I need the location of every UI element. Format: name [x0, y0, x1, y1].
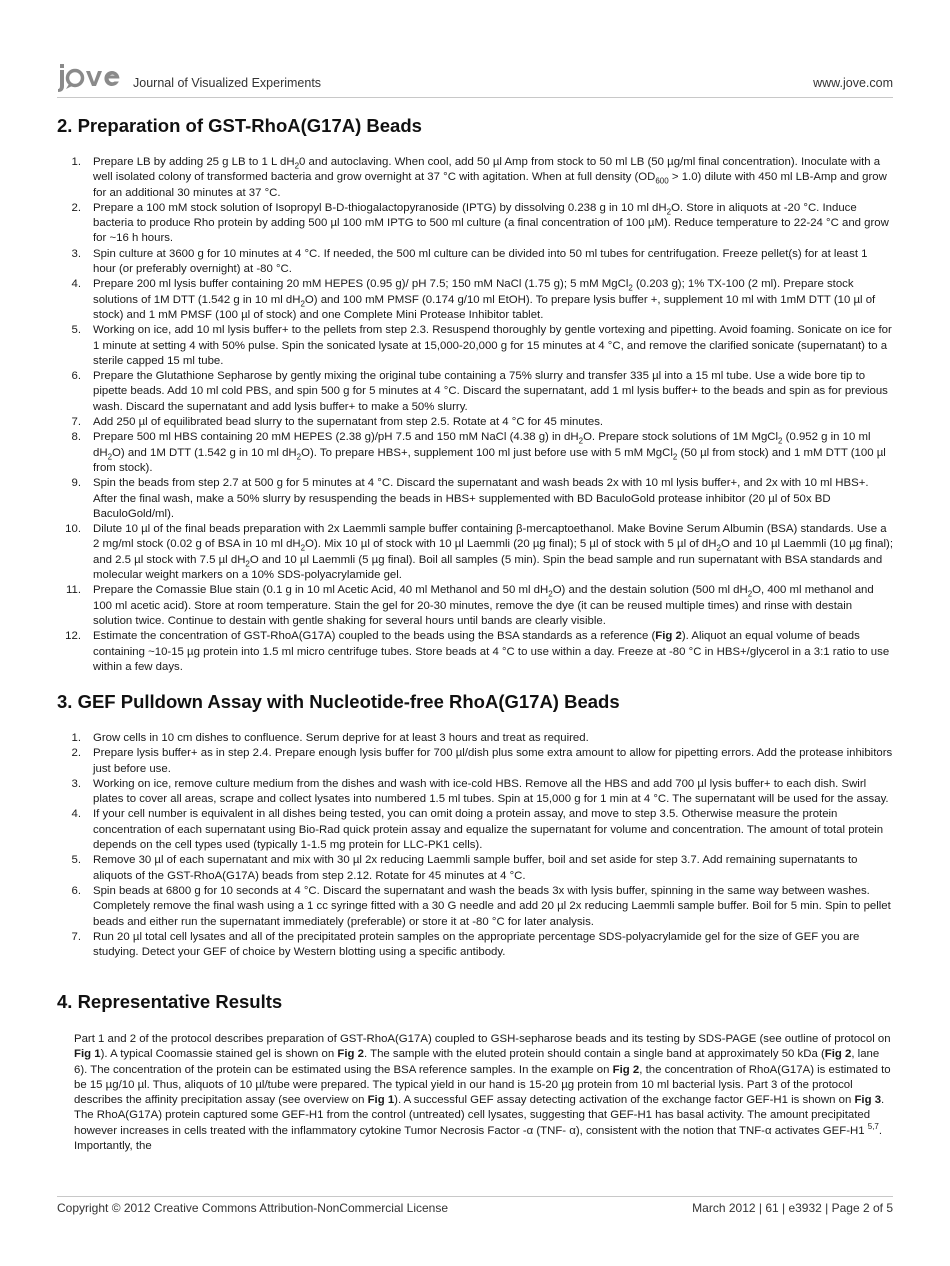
step-number: 2. — [71, 747, 81, 760]
step-text: Prepare 200 ml lysis buffer containing 20 mM HEPES (0.95 g)/ pH 7.5; 150 mM NaCl (1.75 g); 5 mM MgCl$_2$ (0.203 g); 1% TX-100 (2 ml). Prepare stock solutions of 1M DTT (1.542 g in 10 ml $dH_2O$) and 100 mM PMSF (0.174 g/10 ml EtOH). To prepare lysis buffer +, supplement 10 ml with 1mM DTT (10 µl of stock) and 1 mM PMSF (100 µl of stock) and one Complete Mini Protease Inhibitor tablet. — [93, 278, 876, 321]
section-2-steps — [57, 155, 893, 675]
section-4-heading: 4. Representative Results — [57, 991, 283, 1012]
footer-divider — [57, 1196, 893, 1197]
step-text: Prepare lysis buffer+ as in step 2.4. Prepare enough lysis buffer for 700 µl/dish plus some extra amount to allow for pipetting errors. Add the protease inhibitors just before use. — [93, 747, 893, 775]
step-text: Prepare the Glutathione Sepharose by gently mixing the original tube containing a 75% slurry and transfer 335 µl into a 15 ml tube. Use a wide bore tip to pipette beads. Add 10 ml cold PBS, and spin 500 g for 5 minutes at 4 °C. Discard the supernatant, add 1 ml lysis buffer+ to the beads and spin as for previous wash. Discard the supernatant and add lysis buffer+ to make a 50% slurry. — [93, 370, 888, 413]
section-representative-results — [57, 991, 893, 1013]
step-number: 9. — [71, 477, 81, 490]
section-2-step-1 — [57, 155, 893, 201]
copyright-notice: Copyright © 2012 Creative Commons Attribution-NonCommercial License — [57, 1201, 449, 1215]
step-text: Run 20 µl total cell lysates and all of the precipitated protein samples on the appropriate percentage SDS-polyacrylamide gel for the size of GEF you are studying. Detect your GEF of choice by Western blotting using a specific antibody. — [93, 930, 860, 959]
step-number: 5. — [71, 324, 81, 337]
section-2-step-5 — [57, 323, 893, 369]
journal-website-link[interactable]: www.jove.com — [813, 76, 893, 90]
section-3-steps — [57, 731, 893, 960]
step-number: 6. — [71, 884, 81, 897]
section-2-step-12 — [57, 629, 893, 675]
header-divider — [57, 97, 893, 98]
section-2-heading: 2. Preparation of GST-RhoA(G17A) Beads — [57, 115, 422, 136]
step-number: 7. — [71, 930, 81, 943]
section-3-step-7 — [57, 930, 893, 961]
step-number: 1. — [71, 732, 81, 744]
step-number: 4. — [71, 808, 81, 821]
section-2-step-2 — [57, 201, 893, 247]
step-number: 3. — [71, 777, 81, 790]
step-number: 2. — [71, 201, 81, 214]
step-number: 3. — [71, 247, 81, 260]
citation-info: March 2012 | 61 | e3932 | Page 2 of 5 — [692, 1201, 893, 1215]
step-text: Spin beads at 6800 g for 10 seconds at 4 °C. Discard the supernatant and wash the beads 3x with lysis buffer, spinning in the same way between washes. Completely remove the final wash using a 1 cc syringe fitted with a 30 G needle and add 20 µl 2x reducing Laemmli sample buffer. Boil for 5 min. Spin to pellet beads and either run the supernatant immediately (preferable) or store it at -80 °C for later analysis. — [93, 884, 891, 928]
step-text: Estimate the concentration of GST-RhoA(G17A) coupled to the beads using the BSA standards as a reference (Fig 2). Aliquot an equal volume of beads containing ~10-15 µg protein into 1.5 ml micro centrifuge tubes. Store beads at 4 °C to use within a day. Freeze at -80 °C in HBS+/glycerol in a 3:1 ratio to use within a few days. — [93, 630, 890, 673]
jove-logo — [57, 60, 127, 94]
step-number: 10. — [65, 523, 81, 536]
step-number: 6. — [71, 370, 81, 383]
section-3-step-4 — [57, 807, 893, 853]
step-number: 12. — [65, 630, 81, 643]
step-text: If your cell number is equivalent in all dishes being tested, you can omit doing a protein assay, and move to step 3.5. Otherwise measure the protein concentration of each supernatant using Bio-Rad quick protein assay and equalize the supernatant for volume and concentration. The amount of total protein depends on the cell types used (typically 1-1.5 mg protein for LLC-PK1 cells). — [93, 808, 884, 852]
step-text: Spin the beads from step 2.7 at 500 g for 5 minutes at 4 °C. Discard the supernatant and wash beads 2x with 10 ml lysis buffer+, and 2x with 10 ml HBS+. After the final wash, make a 50% slurry by resuspending the beads in HBS+ supplemented with BD BaculoGold protease inhibitor (20 µl of 50x BD BaculoGold/ml). — [93, 477, 869, 520]
step-text: Prepare the Comassie Blue stain (0.1 g in 10 ml Acetic Acid, 40 ml Methanol and 50 ml $dH_2O$) and the destain solution (500 ml $dH_2O$, 400 ml methanol and 100 ml acetic acid). Store at room temperature. Stain the gel for 20-30 minutes, remove the dye (it can be reused multiple times) and rinse with destain solution twice. Continue to destain with gentle shaking for several hours until bands are clearly visible. — [93, 584, 874, 627]
step-text: Working on ice, remove culture medium from the dishes and wash with ice-cold HBS. Remove all the HBS and add 700 µl lysis buffer+ to each dish. Swirl plates to cover all areas, scrape and collect lysates into numbered 1.5 ml tubes. Spin at 15,000 g for 1 min at 4 °C. The supernatant will be used for the assay. — [93, 777, 889, 806]
section-2-step-9 — [57, 476, 893, 522]
section-gef-pulldown — [57, 691, 893, 960]
step-text: Prepare 500 ml HBS containing 20 mM HEPES (2.38 g)/pH 7.5 and 150 mM NaCl (4.38 g) in $dH_2O$. Prepare stock solutions of 1M MgCl$_2$ (0.952 g in 10 ml $dH_2O$) and 1M DTT (1.542 g in 10 ml $dH_2O$). To prepare HBS+, supplement 100 ml just before use with 5 mM MgCl$_2$ (50 µl from stock) and 1 mM DTT (100 µl from stock). — [93, 431, 886, 474]
step-text: Remove 30 µl of each supernatant and mix with 30 µl 2x reducing Laemmli sample buffer, boil and set aside for step 3.7. Add remaining supernatants to aliquots of the GST-RhoA(G17A) beads from step 2.12. Rotate for 45 minutes at 4 °C. — [93, 854, 858, 882]
section-2-step-8 — [57, 430, 893, 476]
section-3-heading: 3. GEF Pulldown Assay with Nucleotide-free RhoA(G17A) Beads — [57, 691, 620, 712]
step-number: 4. — [71, 278, 81, 291]
step-text: Working on ice, add 10 ml lysis buffer+ to the pellets from step 2.3. Resuspend thoroughly by gentle vortexing and pipetting. Avoid foaming. Sonicate on ice for 1 minute at setting 4 with 50% pulse. Spin the sonicated lysate at 15,000-20,000 g for 15 minutes at 4 °C, and remove the clarified sonicate (supernatant) to a sterile capped 15 ml tube. — [93, 324, 892, 367]
section-3-step-2 — [57, 746, 893, 777]
section-2-step-10 — [57, 522, 893, 583]
page-header — [57, 60, 893, 96]
section-3-step-5 — [57, 853, 893, 884]
step-text: Add 250 µl of equilibrated bead slurry to the supernatant from step 2.5. Rotate at 4 °C for 45 minutes. — [93, 416, 604, 429]
step-text: Prepare LB by adding 25 g LB to 1 L $dH_20$ and autoclaving. When cool, add 50 µl Amp from stock to 50 ml LB (50 µg/ml final concentration). Inoculate with a well isolated colony of transformed bacteria and grow overnight at 37 °C with agitation. When at full density $(OD_{600} > 1.0)$ dilute with 450 ml LB-Amp and grow for an additional 30 minutes at 37 °C. — [93, 156, 887, 199]
section-3-step-1 — [57, 731, 893, 746]
step-text: Prepare a 100 mM stock solution of Isopropyl B-D-thiogalactopyranoside (IPTG) by dissolving 0.238 g in 10 ml $dH_2O$. Store in aliquots at -20 °C. Induce bacteria to produce Rho protein by adding 500 µl 100 mM IPTG to 500 ml culture (a final concentration of 100 µM). Reduce temperature to 22-24 °C and grow for ~16 h hours. — [93, 201, 889, 245]
step-text: Grow cells in 10 cm dishes to confluence. Serum deprive for at least 3 hours and treat as required. — [93, 732, 589, 744]
step-number: 5. — [71, 854, 81, 867]
section-3-step-6 — [57, 884, 893, 930]
section-2-step-6 — [57, 369, 893, 415]
step-text: Dilute 10 µl of the final beads preparation with 2x Laemmli sample buffer containing β-mercaptoethanol. Make Bovine Serum Albumin (BSA) standards. Use a 2 mg/ml stock (0.02 g of BSA in 10 ml $dH_2O$). Mix 10 µl of stock with 10 µl Laemmli (20 µg final); 5 µl of stock with 5 µl of $dH_2O$ and 10 µl Laemmli (10 µg final); and 2.5 µl stock with 7.5 µl $dH_2O$ and 10 µl Laemmli (5 µg final). Boil all samples (5 min). Spin the bead sample and run supernatant with BSA standards and molecular weight markers on a 10% SDS-polyacrylamide gel. — [93, 523, 893, 582]
section-2-step-3 — [57, 247, 893, 278]
section-3-step-3 — [57, 777, 893, 808]
step-number: 1. — [71, 156, 81, 168]
step-number: 7. — [71, 416, 81, 429]
step-number: 8. — [71, 431, 81, 444]
results-paragraph: Part 1 and 2 of the protocol describes preparation of GST-RhoA(G17A) coupled to GSH-sepharose beads and its testing by SDS-PAGE (see outline of protocol on Fig 1). A typical Coomassie stained gel is shown on Fig 2. The sample with the eluted protein should contain a single band at approximately 50 kDa (Fig 2, lane 6). The concentration of the protein can be estimated using the BSA reference samples. In the example on Fig 2, the concentration of RhoA(G17A) is estimated to be 15 µg/10 µl. Thus, aliquots of 10 µl/tube were prepared. The typical yield in our hand is 15-20 µg protein from 10 ml bacterial lysis. Part 3 of the protocol describes the affinity precipitation assay (see overview on Fig 1). A successful GEF assay detecting activation of the exchange factor GEF-H1 is shown on Fig 3. The RhoA(G17A) protein captured some GEF-H1 from the control (untreated) cell lysates, suggesting that GEF-H1 has basal activity. The amount precipitated however increases in cells treated with the inflammatory cytokine Tumor Necrosis Factor -α (TNF- α), consistent with the notion that TNF-α activates GEF-H1 $^{5,7}$. Importantly, the — [74, 1033, 891, 1153]
section-2-step-7 — [57, 415, 893, 430]
section-preparation-beads — [57, 115, 893, 675]
journal-name: Journal of Visualized Experiments — [133, 76, 322, 90]
step-number: 11. — [66, 584, 81, 597]
step-text: Spin culture at 3600 g for 10 minutes at 4 °C. If needed, the 500 ml culture can be divided into 50 ml tubes for centrifugation. Freeze pellet(s) for at least 1 hour (or preferably overnight) at -80 °C. — [93, 247, 868, 276]
section-2-step-11 — [57, 583, 893, 629]
section-2-step-4 — [57, 277, 893, 323]
